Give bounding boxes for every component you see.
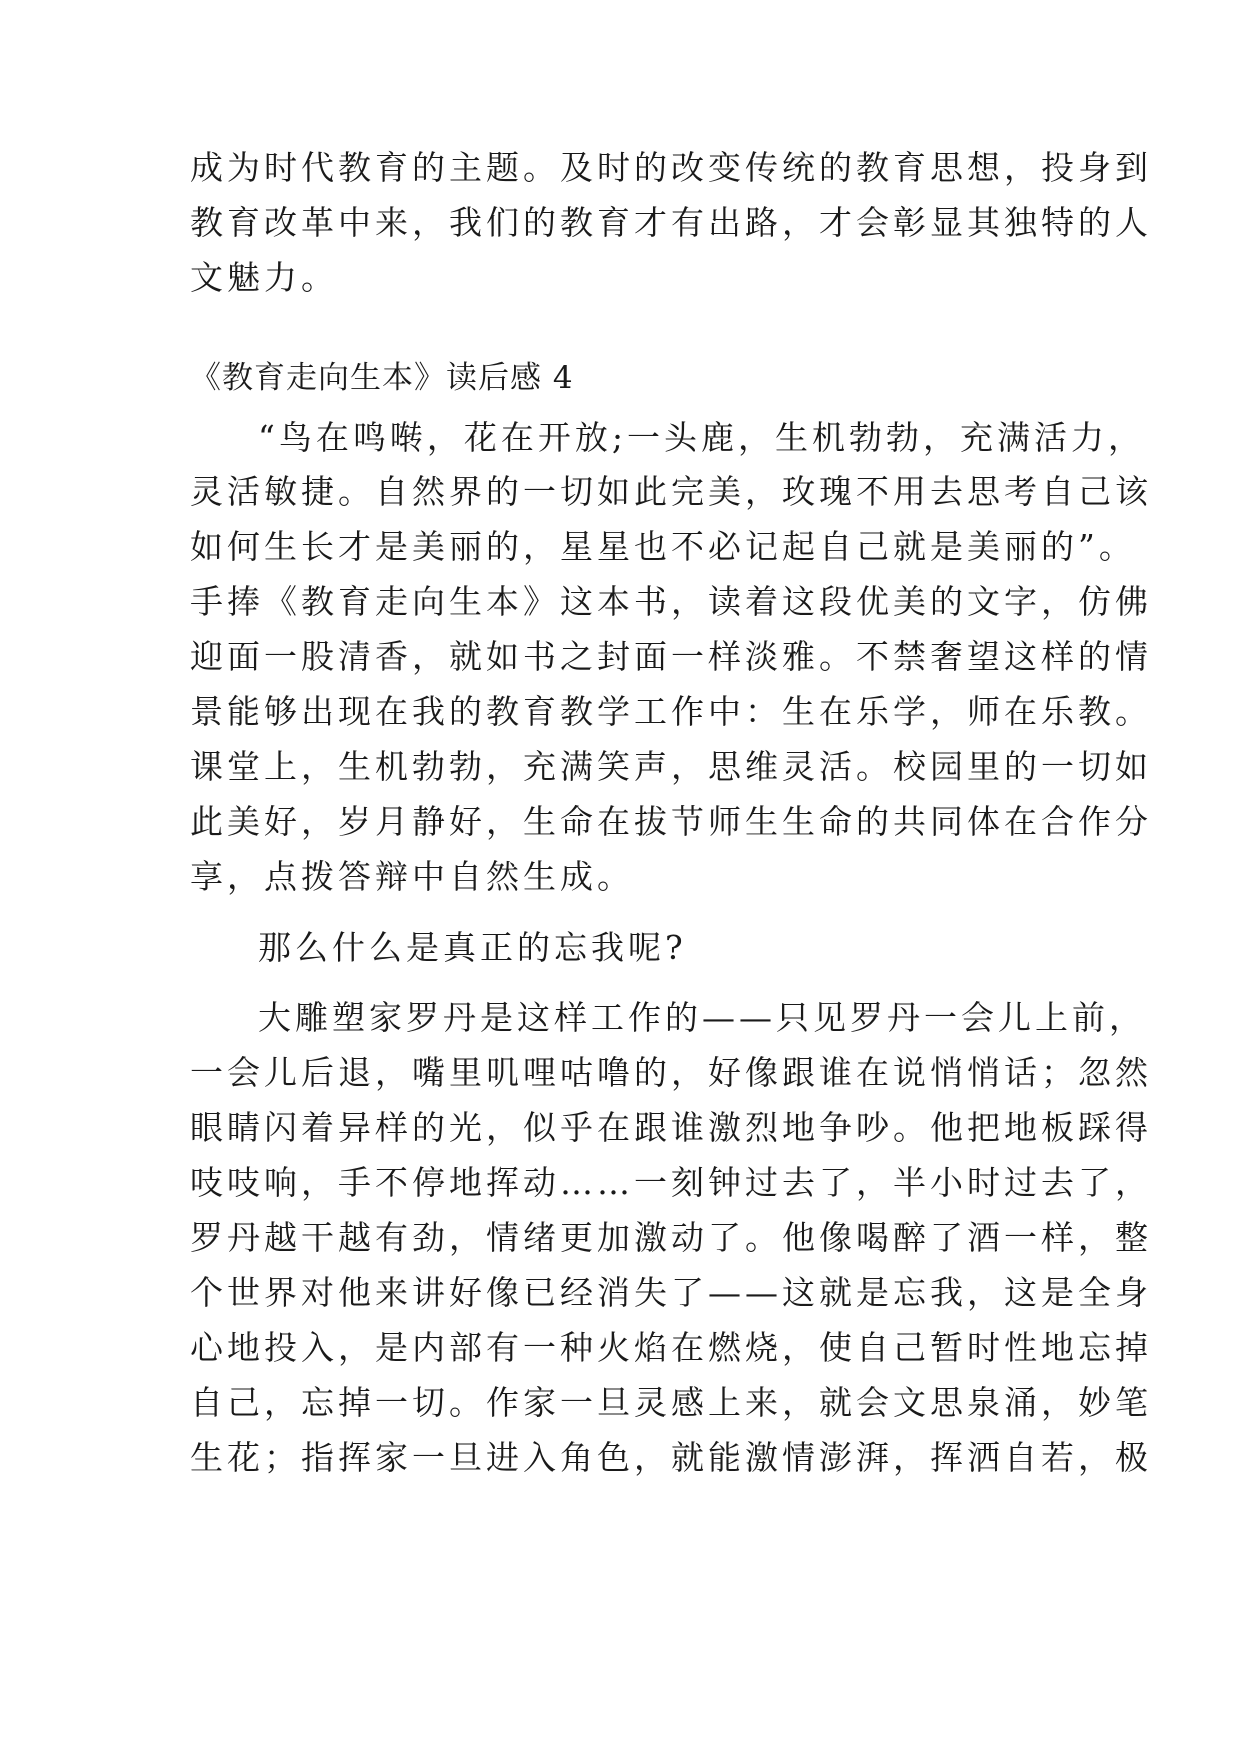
text-line: 眼睛闪着异样的光，似乎在跟谁激烈地争吵。他把地板踩得 <box>190 1108 1152 1147</box>
text-line: 迎面一股清香，就如书之封面一样淡雅。不禁奢望这样的情 <box>190 637 1152 676</box>
text-line: “鸟在鸣啭，花在开放;一头鹿，生机勃勃，充满活力， <box>258 418 1145 457</box>
text-line: 生花；指挥家一旦进入角色，就能激情澎湃，挥洒自若，极 <box>190 1438 1152 1477</box>
text-line: 心地投入，是内部有一种火焰在燃烧，使自己暂时性地忘掉 <box>190 1328 1152 1367</box>
text-line: 那么什么是真正的忘我呢? <box>258 928 687 967</box>
text-line: 罗丹越干越有劲，情绪更加激动了。他像喝醉了酒一样，整 <box>190 1218 1152 1257</box>
text-line: 一会儿后退，嘴里叽哩咕噜的，好像跟谁在说悄悄话；忽然 <box>190 1053 1152 1092</box>
text-line: 吱吱响，手不停地挥动……一刻钟过去了，半小时过去了， <box>190 1163 1152 1202</box>
text-line: 教育改革中来，我们的教育才有出路，才会彰显其独特的人 <box>190 203 1152 242</box>
text-line: 个世界对他来讲好像已经消失了——这就是忘我，这是全身 <box>190 1273 1152 1312</box>
text-line: 景能够出现在我的教育教学工作中：生在乐学，师在乐教。 <box>190 692 1152 731</box>
text-line: 如何生长才是美丽的，星星也不必记起自己就是美丽的”。 <box>190 527 1136 566</box>
text-line: 自己，忘掉一切。作家一旦灵感上来，就会文思泉涌，妙笔 <box>190 1383 1152 1422</box>
text-line: 此美好，岁月静好，生命在拔节师生生命的共同体在合作分 <box>190 802 1152 841</box>
text-line: 手捧《教育走向生本》这本书，读着这段优美的文字，仿佛 <box>190 582 1152 621</box>
text-line: 课堂上，生机勃勃，充满笑声，思维灵活。校园里的一切如 <box>190 747 1152 786</box>
text-line: 大雕塑家罗丹是这样工作的——只见罗丹一会儿上前， <box>258 998 1146 1037</box>
text-line: 文魅力。 <box>190 258 338 297</box>
text-line: 灵活敏捷。自然界的一切如此完美，玫瑰不用去思考自己该 <box>190 472 1152 511</box>
text-line: 成为时代教育的主题。及时的改变传统的教育思想，投身到 <box>190 148 1152 187</box>
section-title: 《教育走向生本》读后感 4 <box>190 360 574 396</box>
text-line: 享，点拨答辩中自然生成。 <box>190 857 634 896</box>
